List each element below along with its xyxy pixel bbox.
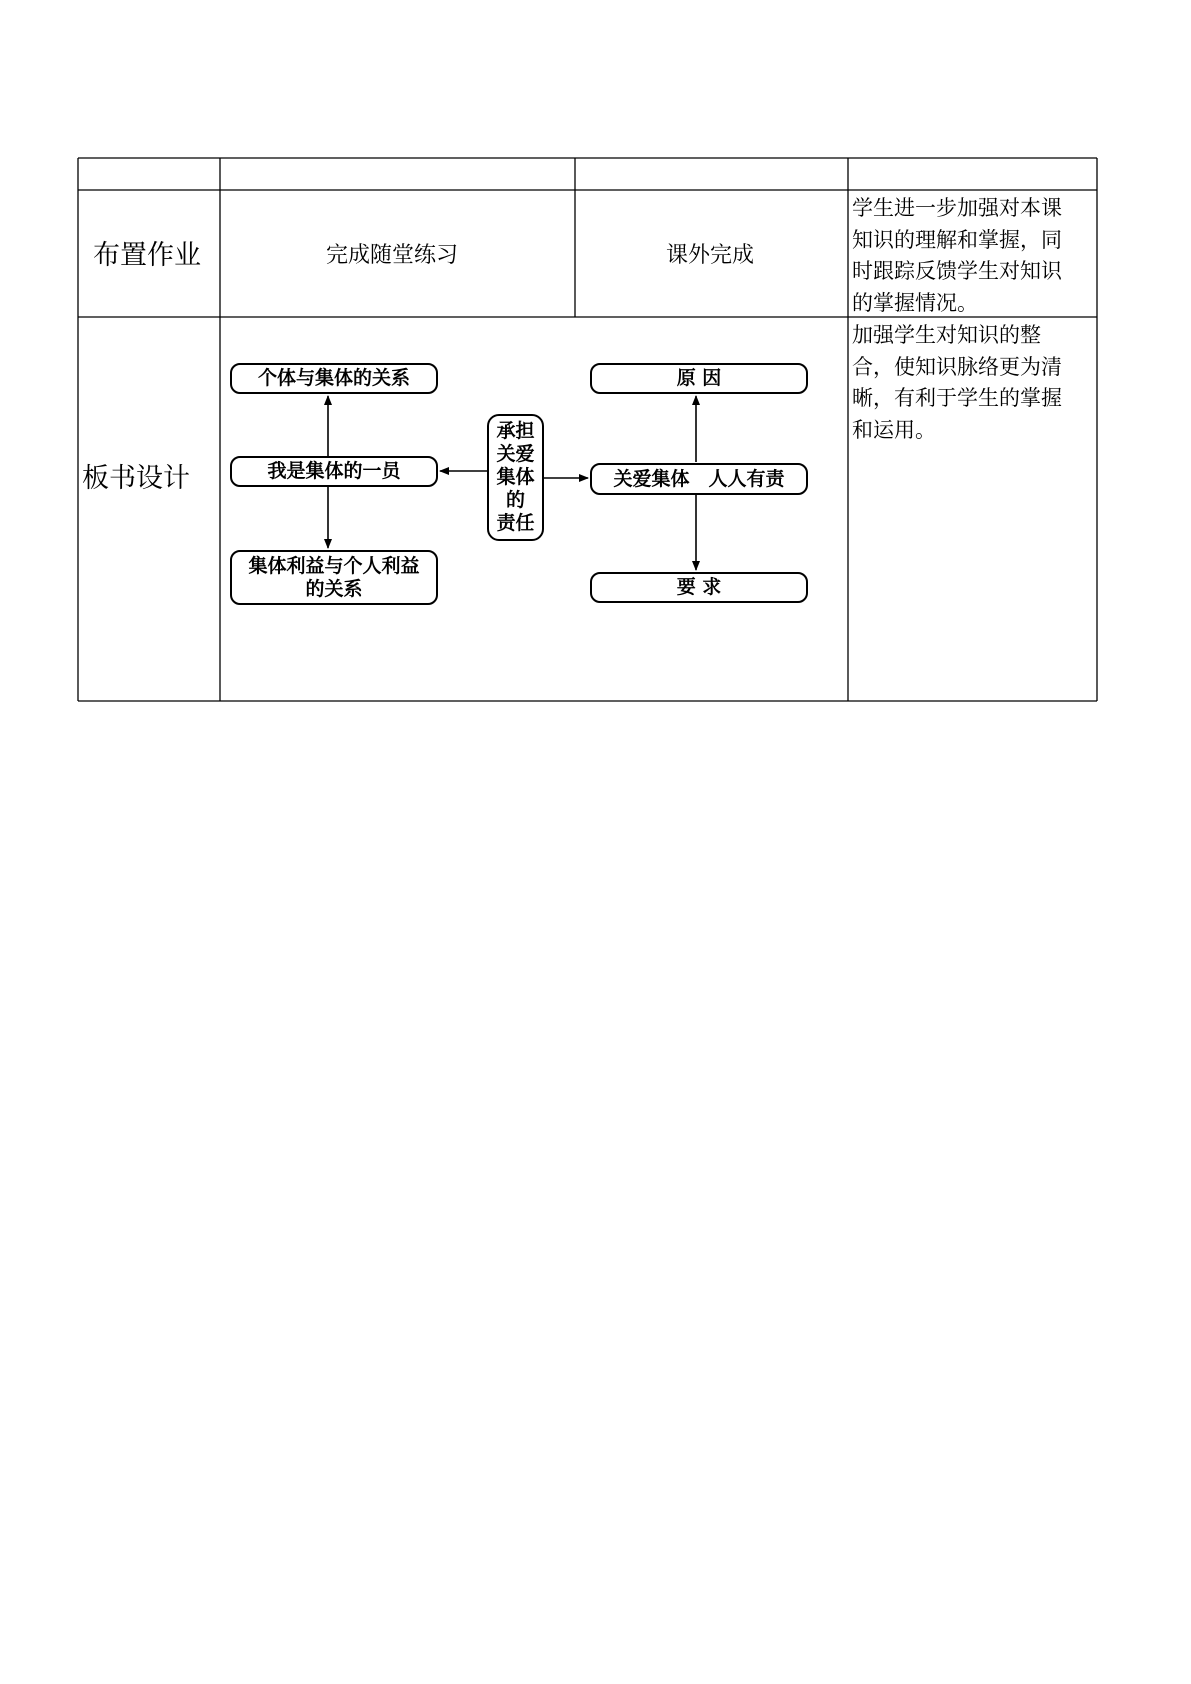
homework-method: 课外完成 bbox=[666, 243, 755, 268]
homework-label: 布置作业 bbox=[93, 240, 201, 271]
box-individual-collective-relation: 个体与集体的关系 bbox=[230, 363, 438, 394]
box-central-theme: 承担 关爱 集体 的 责任 bbox=[487, 414, 544, 541]
box-i-am-member: 我是集体的一员 bbox=[230, 456, 438, 487]
board-label: 板书设计 bbox=[82, 463, 190, 494]
box-reason: 原 因 bbox=[590, 363, 808, 394]
homework-content: 完成随堂练习 bbox=[326, 243, 459, 268]
board-purpose: 加强学生对知识的整 合，使知识脉络更为清 晰，有利于学生的掌握 和运用。 bbox=[852, 323, 1062, 442]
box-collective-personal-interest: 集体利益与个人利益 的关系 bbox=[230, 550, 438, 605]
box-care-collective: 关爱集体 人人有责 bbox=[590, 463, 808, 495]
homework-purpose: 学生进一步加强对本课 知识的理解和掌握，同 时跟踪反馈学生对知识 的掌握情况。 bbox=[852, 196, 1062, 315]
box-requirement: 要 求 bbox=[590, 572, 808, 603]
